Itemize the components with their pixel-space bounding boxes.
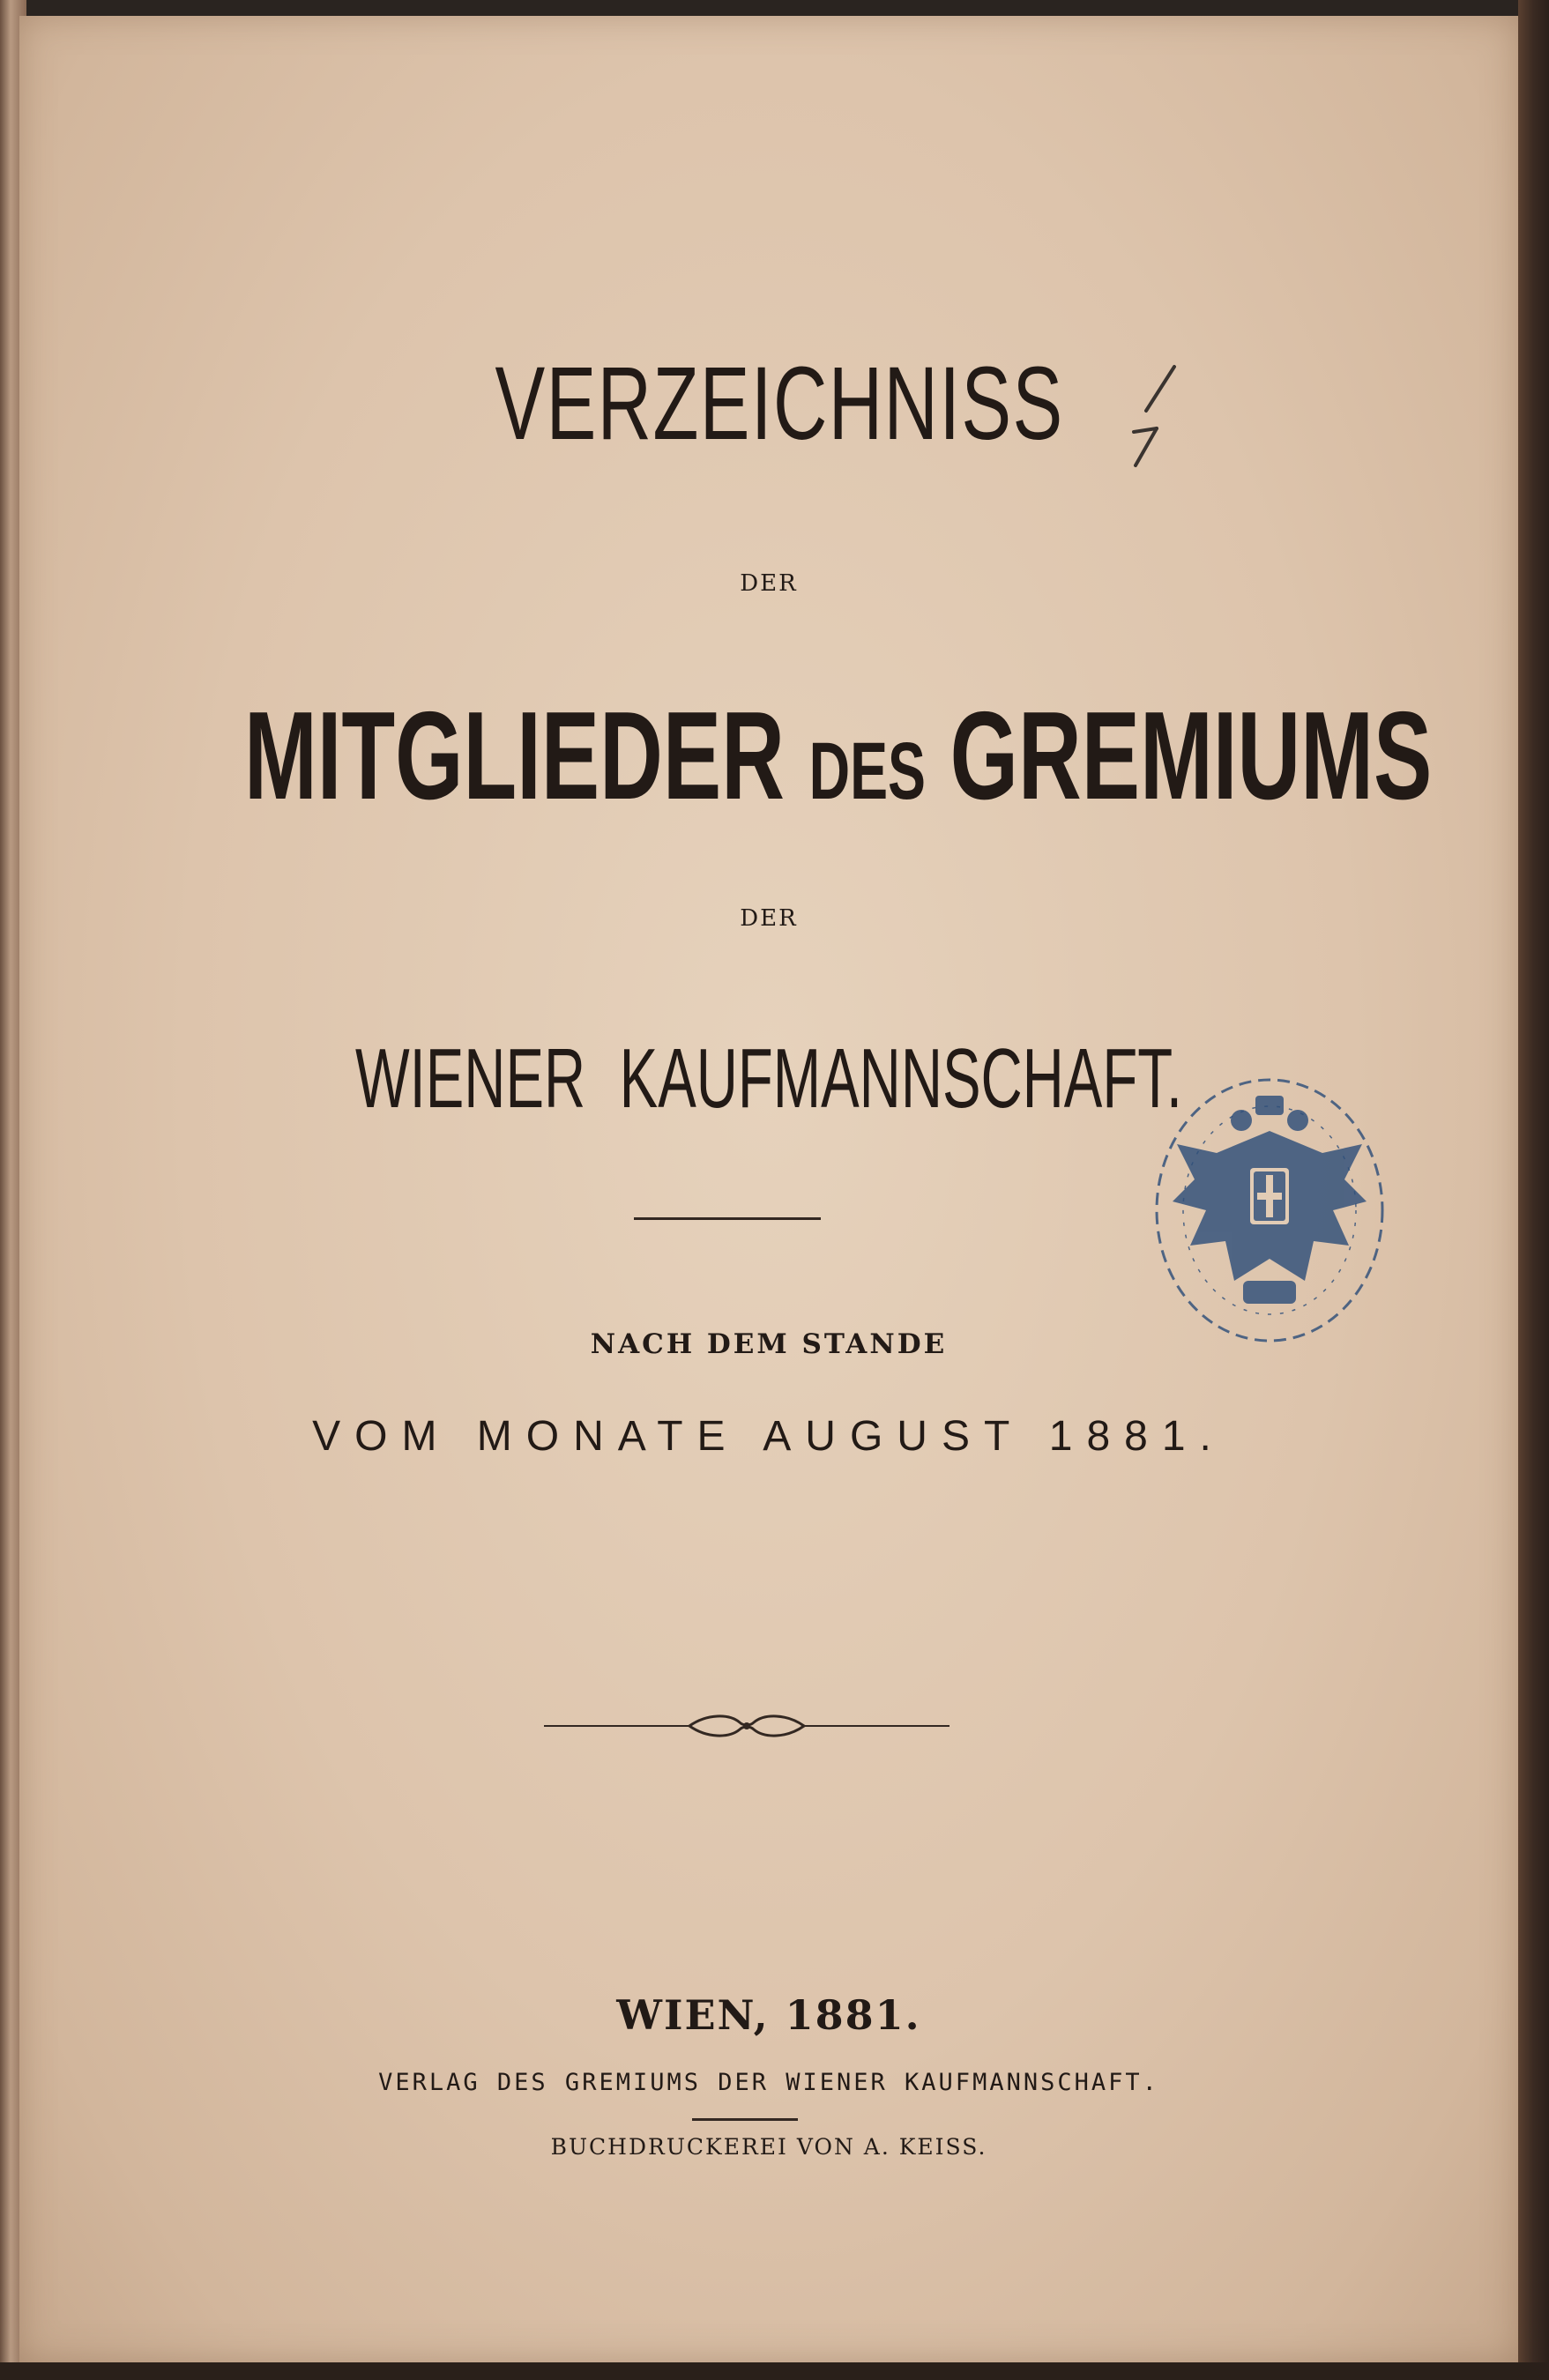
title-page (19, 16, 1518, 2362)
divider-rule (634, 1217, 821, 1220)
imprint-publisher: VERLAG DES GREMIUMS DER WIENER KAUFMANNSCHAFT. (378, 2069, 1159, 2096)
title-verzeichniss: VERZEICHNISS (495, 346, 1064, 462)
title-word-mitglieder: MITGLIEDER (244, 686, 785, 826)
title-word-des: DES (808, 726, 926, 816)
imprint-rule (692, 2118, 798, 2121)
title-mitglieder-des-gremiums (244, 686, 1433, 842)
library-stamp-eagle-icon (1137, 1069, 1402, 1351)
connector-der-1: DER (740, 570, 798, 597)
imprint-printer: BUCHDRUCKEREI VON A. KEISS. (550, 2134, 987, 2160)
title-wiener-kaufmannschaft: WIENER KAUFMANNSCHAFT. (355, 1031, 1182, 1126)
right-cover-edge (1518, 0, 1549, 2380)
ornament-divider (544, 1708, 950, 1744)
bottom-cover-edge (0, 2362, 1549, 2380)
subtitle-nach-dem-stande: NACH DEM STANDE (590, 1328, 948, 1360)
title-word-gremiums: GREMIUMS (950, 686, 1433, 826)
pencil-mark (1113, 360, 1192, 474)
subtitle-vom-monate: VOM MONATE AUGUST 1881. (312, 1413, 1225, 1460)
connector-der-2: DER (740, 905, 798, 932)
imprint-place-year: WIEN, 1881. (616, 1991, 921, 2039)
